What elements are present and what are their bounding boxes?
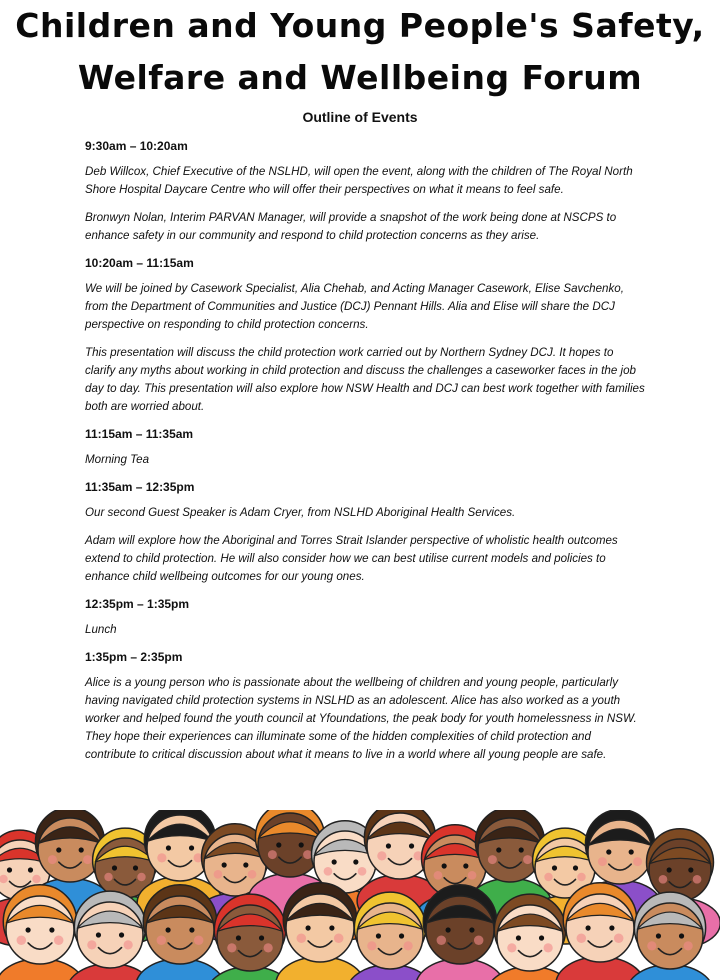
schedule-description: Morning Tea <box>85 453 150 466</box>
schedule-block <box>85 479 645 586</box>
schedule-description: We will be joined by Casework Specialist, Alia Chehab, and Acting Manager Casework, Elise Savchenko, from the Department of Communities and Justice (DCJ) Pennant Hills. Alia and Elise will share the DCJ perspective on responding to child protection concerns. <box>85 282 624 331</box>
schedule-description: Deb Willcox, Chief Executive of the NSLHD, will open the event, along with the children of The Royal North Shore Hospital Daycare Centre who will offer their perspectives on what it means to feel safe. <box>85 165 633 196</box>
schedule-block <box>85 255 645 416</box>
schedule-time: 12:35pm – 1:35pm <box>85 597 190 611</box>
schedule-time: 11:15am – 11:35am <box>85 427 194 441</box>
schedule-description: Bronwyn Nolan, Interim PARVAN Manager, will provide a snapshot of the work being done at NSCPS to enhance safety in our community and respond to child protection concerns as they arise. <box>85 211 617 242</box>
schedule-description: This presentation will discuss the child protection work carried out by Northern Sydney DCJ. It hopes to clarify any myths about working in child protection and discuss the challenges a caseworker faces in the job day to day. This presentation will also explore how NSW Health and DCJ can best work together with families both are worried about. <box>85 346 645 413</box>
page-subtitle: Outline of Events <box>302 109 418 125</box>
schedule-time: 1:35pm – 2:35pm <box>85 650 183 664</box>
schedule-time: 10:20am – 11:15am <box>85 256 194 270</box>
schedule-block <box>85 596 645 639</box>
schedule <box>85 138 645 774</box>
schedule-block <box>85 138 645 245</box>
schedule-time: 11:35am – 12:35pm <box>85 480 195 494</box>
schedule-time: 9:30am – 10:20am <box>85 139 188 153</box>
page-title-line-2: Welfare and Wellbeing Forum <box>77 58 643 97</box>
schedule-block <box>85 649 645 764</box>
schedule-description: Adam will explore how the Aboriginal and Torres Strait Islander perspective of wholistic health outcomes extend to child protection. He will also consider how we can best utilise current models and policies to enhance child wellbeing outcomes for our young ones. <box>85 534 618 583</box>
page-title-line-1: Children and Young People's Safety, <box>15 6 705 45</box>
schedule-description: Lunch <box>85 623 117 636</box>
schedule-block <box>85 426 645 469</box>
children-faces-illustration <box>0 810 720 980</box>
schedule-description: Alice is a young person who is passionate about the wellbeing of children and young people, particularly having navigated child protection systems in NSLHD as an adolescent. Alice has also worked as a youth worker and helped found the youth council at Yfoundations, the peak body for youth homelessness in NSW. They hope their experiences can illuminate some of the hidden complexities of child protection and contribute to critical discussion about what it means to live in a world where all young people are safe. <box>85 676 637 761</box>
schedule-description: Our second Guest Speaker is Adam Cryer, from NSLHD Aboriginal Health Services. <box>85 506 516 519</box>
